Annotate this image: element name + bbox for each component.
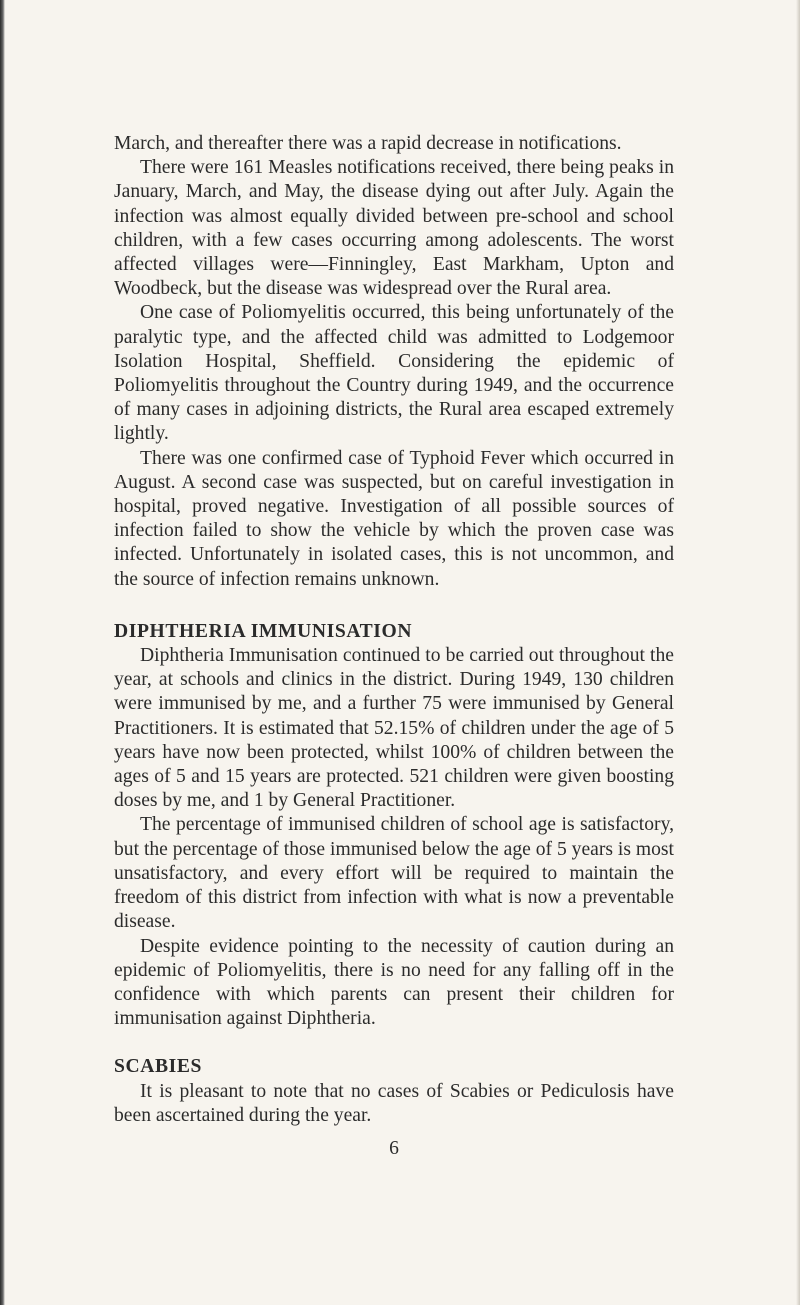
- diphtheria-paragraph-3: Despite evidence pointing to the necessity of caution during an epidemic of Poliomyelitis, there is no need for any falling off in the confidence with which parents can present their children for immunisation against Diphtheria.: [114, 935, 674, 1030]
- scan-left-edge: [0, 0, 5, 1305]
- document-page: [114, 132, 674, 1161]
- diphtheria-paragraph-2: The percentage of immunised children of school age is satisfactory, but the percentage of those immunised below the age of 5 years is most unsatisfactory, and every effort will be required to maintain the freedom of this district from infection with what is now a preventable disease.: [114, 814, 674, 933]
- poliomyelitis-paragraph: One case of Poliomyelitis occurred, this being unfortunately of the paralytic type, and the affected child was admitted to Lodgemoor Isolation Hospital, Sheffield. Considering the epidemic of Poliomyelitis throughout the Country during 1949, and the occurrence of many cases in adjoining districts, the Rural area escaped extremely lightly.: [114, 302, 674, 445]
- measles-paragraph: There were 161 Measles notifications received, there being peaks in January, March, and May, the disease dying out after July. Again the infection was almost equally divided between pre-school and school children, with a few cases occurring among adolescents. The worst affected villages were—Finningley, East Markham, Upton and Woodbeck, but the disease was widespread over the Rural area.: [114, 157, 674, 300]
- intro-paragraph-continuation: March, and thereafter there was a rapid decrease in notifications.: [114, 133, 622, 154]
- diphtheria-heading: DIPHTHERIA IMMUNISATION: [114, 620, 413, 642]
- page-number: 6: [389, 1137, 399, 1159]
- scabies-paragraph: It is pleasant to note that no cases of Scabies or Pediculosis have been ascertained during the year.: [114, 1080, 674, 1126]
- typhoid-paragraph: There was one confirmed case of Typhoid Fever which occurred in August. A second case was suspected, but on careful investigation in hospital, proved negative. Investigation of all possible sources of infection failed to show the vehicle by which the proven case was infected. Unfortunately in isolated cases, this is not uncommon, and the source of infection remains unknown.: [114, 447, 674, 590]
- scan-right-edge: [796, 0, 800, 1305]
- diphtheria-paragraph-1: Diphtheria Immunisation continued to be carried out throughout the year, at schools and clinics in the district. During 1949, 130 children were immunised by me, and a further 75 were immunised by General Practitioners. It is estimated that 52.15% of children under the age of 5 years have now been protected, whilst 100% of children between the ages of 5 and 15 years are protected. 521 children were given boosting doses by me, and 1 by General Practitioner.: [114, 645, 674, 812]
- scabies-heading: SCABIES: [114, 1056, 203, 1078]
